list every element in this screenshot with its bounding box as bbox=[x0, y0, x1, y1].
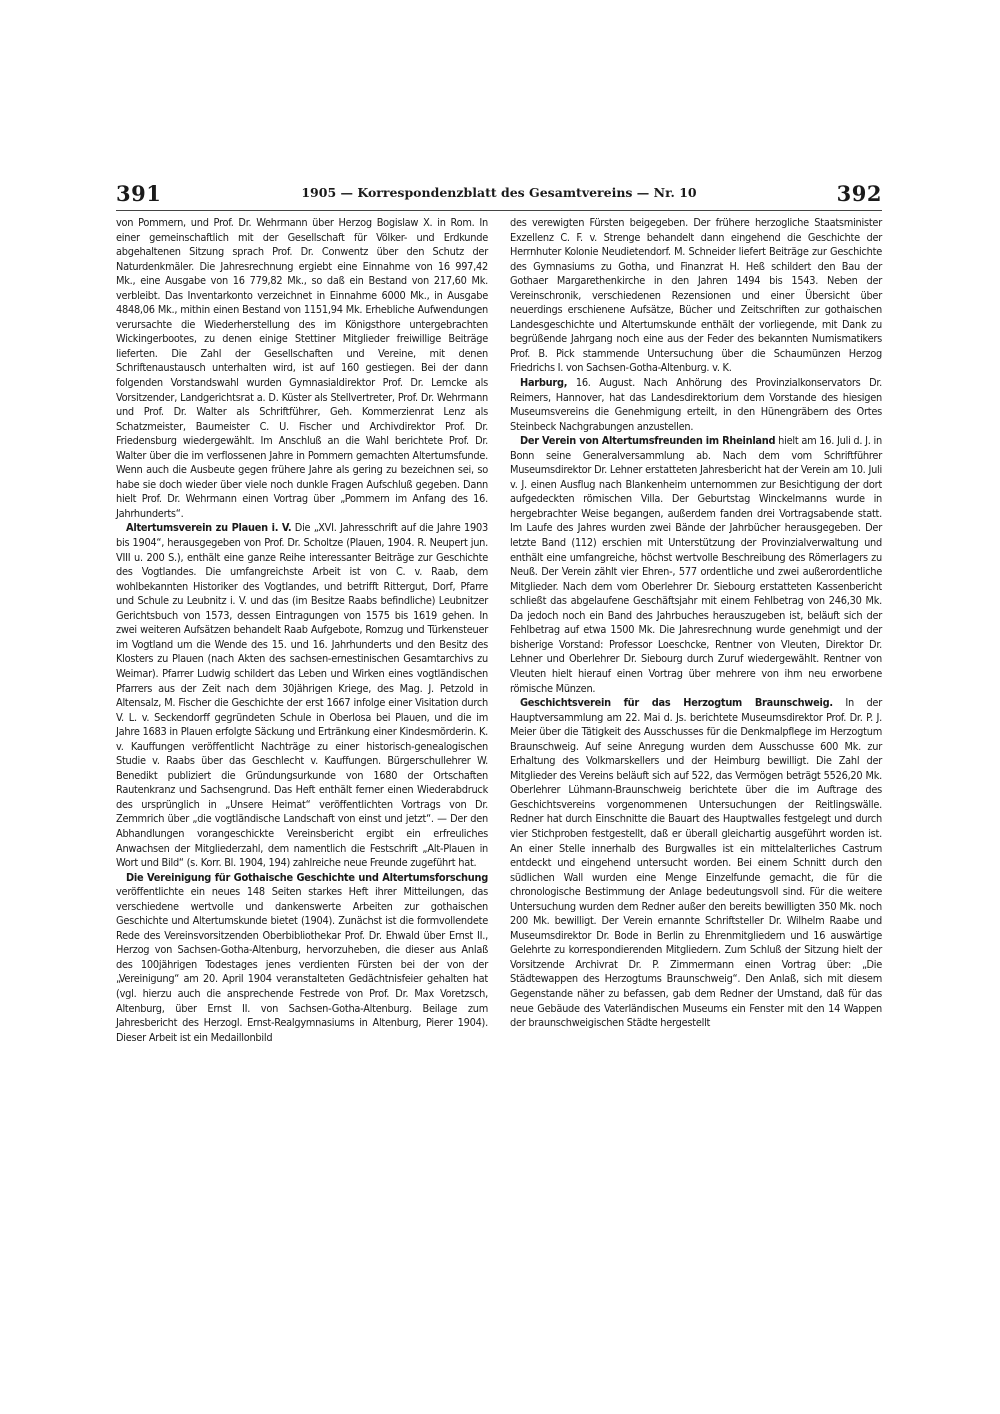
paragraph bbox=[510, 696, 882, 1031]
paragraph-heading: Der Verein von Altertumsfreunden im Rheinland bbox=[520, 434, 776, 448]
paragraph bbox=[510, 434, 882, 696]
left-column bbox=[116, 216, 488, 1045]
paragraph-heading: Altertumsverein zu Plauen i. V. bbox=[126, 521, 292, 535]
header-rule bbox=[116, 210, 882, 211]
right-column bbox=[510, 216, 882, 1031]
paragraph-text: hielt am 16. Juli d. J. in Bonn seine Generalversammlung ab. Nach dem vom Schriftführer Museumsdirektor Dr. Lehner erstatteten Jahresbericht hat der Verein am 10. Juli v. J. einen Ausflug nach Blankenheim unternommen zur Besichtigung der dort aufgedeckten römischen Villa. Der Geburtstag Winckelmanns wurde in hergebrachter Weise begangen, außerdem fanden drei Vortragsabende statt. Im Laufe des Jahres wurden zwei Bände der Jahrbücher herausgegeben. Der letzte Band (112) erschien mit Unterstützung der Provinzialverwaltung und enthält eine umfangreiche, höchst wertvolle Beschreibung des Römerlagers zu Neuß. Der Verein zählt vier Ehren-, 577 ordentliche und zwei außerordentliche Mitglieder. Nach dem vom Oberlehrer Dr. Siebourg erstatteten Kassenbericht schließt das abgelaufene Geschäftsjahr mit einem Fehlbetrag von 246,30 Mk. Da jedoch noch ein Band des Jahrbuches herauszugeben ist, beläuft sich der Fehlbetrag auf etwa 1500 Mk. Die Jahresrechnung wurde genehmigt und der bisherige Vorstand: Professor Loeschcke, Rentner von Vleuten, Direktor Dr. Lehner und Oberlehrer Dr. Siebourg durch Zuruf wiedergewählt. Rentner von Vleuten hielt hierauf einen Vortrag über mehrere von ihm neu erworbene römische Münzen. bbox=[510, 434, 882, 695]
paragraph-text: 16. August. Nach Anhörung des Provinzialkonservators Dr. Reimers, Hannover, hat das Landesdirektorium dem Vorstande des hiesigen Museumsvereins die Genehmigung erteilt, in den Hünengräbern des Ortes Steinbeck Nachgrabungen anzustellen. bbox=[510, 376, 882, 433]
paragraph bbox=[510, 376, 882, 434]
paragraph bbox=[116, 871, 488, 1046]
page-header bbox=[116, 181, 882, 211]
paragraph-text: In der Hauptversammlung am 22. Mai d. Js. berichtete Museumsdirektor Prof. Dr. P. J. Meier über die Tätigkeit des Ausschusses für die Denkmalpflege im Herzogtum Braunschweig. Auf seine Anregung wurden dem Ausschusse 600 Mk. zur Erhaltung des Volkmarskellers und der Heimburg bewilligt. Die Zahl der Mitglieder des Vereins beläuft sich auf 522, das Vermögen beträgt 5526,20 Mk. Oberlehrer Lühmann-Braunschweig berichtete über die im Auftrage des Geschichtsvereins vorgenommenen Untersuchungen der Reitlingswälle. Redner hat durch Einschnitte die Bauart des Hauptwalles festgelegt und durch vier Stichproben festgestellt, daß er überall gleichartig ausgeführt worden ist. An einer Stelle innerhalb des Burgwalles ist ein mittelalterliches Castrum entdeckt und eingehend untersucht worden. Bei einem Schnitt durch den südlichen Wall wurden eine Menge Einzelfunde gemacht, die für die chronologische Bestimmung der Anlage bedeutungsvoll sind. Für die weitere Untersuchung wurden dem Redner außer den bereits bewilligten 350 Mk. noch 200 Mk. bewilligt. Der Verein ernannte Schriftsteller Dr. Wilhelm Raabe und Museumsdirektor Dr. Bode in Berlin zu Ehrenmitgliedern und 16 auswärtige Gelehrte zu korrespondierenden Mitgliedern. Zum Schluß der Sitzung hielt der Vorsitzende Archivrat Dr. P. Zimmermann einen Vortrag über: „Die Städtewappen des Herzogtums Braunschweig“. Den Anlaß, sich mit diesem Gegenstande näher zu befassen, gab dem Redner der Umstand, daß für das neue Gebäude des Vaterländischen Museums ein Fenster mit den 14 Wappen der braunschweigischen Städte hergestellt bbox=[510, 696, 882, 1030]
paragraph-heading: Die Vereinigung für Gothaische Geschichte und Altertumsforschung bbox=[126, 870, 488, 884]
paragraph-text: Die „XVI. Jahresschrift auf die Jahre 1903 bis 1904“, herausgegeben von Prof. Dr. Scholtze (Plauen, 1904. R. Neupert jun. VIII u. 200 S.), enthält eine ganze Reihe interessanter Beiträge zur Geschichte des Vogtlandes. Die umfangreichste Arbeit ist von C. v. Raab, dem wohlbekannten Historiker des Vogtlandes, und betrifft Rittergut, Dorf, Pfarre und Schule zu Leubnitz i. V. und das (im Besitze Raabs befindliche) Leubnitzer Gerichtsbuch von 1573, dessen Eintragungen von 1575 bis 1619 gehen. In zwei weiteren Aufsätzen behandelt Raab Aufgebote, Romzug und Türkensteuer im Vogtland um die Wende des 15. und 16. Jahrhunderts und den Besitz des Klosters zu Plauen (nach Akten des sachsen-ernestinischen Gesamtarchivs zu Weimar). Pfarrer Ludwig schildert das Leben und Wirken eines vogtländischen Pfarrers aus der Zeit nach dem 30jährigen Kriege, des Mag. J. Petzold in Altensalz, M. Fischer die Geschichte der erst 1667 infolge einer Visitation durch V. L. v. Seckendorff gegründeten Schule in Oberlosa bei Plauen, und die im Jahre 1683 in Plauen erfolgte Säckung und Ertränkung einer Kindesmörderin. K. v. Kauffungen veröffentlicht Nachträge zu einer historisch-genealogischen Studie v. Raabs über das Geschlecht v. Kauffungen. Bürgerschullehrer W. Benedikt publiziert die Gründungsurkunde von 1680 der Ortschaften Rautenkranz und Sachsengrund. Das Heft enthält ferner einen Wiederabdruck des ursprünglich in „Unsere Heimat“ veröffentlichten Vortrags von Dr. Zemmrich über „die vogtländische Landschaft von einst und jetzt“. — Der den Abhandlungen vorangeschickte Vereinsbericht ergibt ein erfreuliches Anwachsen der Mitgliederzahl, dem namentlich die Festschrift „Alt-Plauen in Wort und Bild“ (s. Korr. Bl. 1904, 194) zahlreiche neue Freunde zugeführt hat. bbox=[116, 521, 488, 870]
page-number-right: 392 bbox=[836, 181, 882, 206]
paragraph bbox=[116, 521, 488, 870]
paragraph-heading: Harburg, bbox=[520, 376, 568, 390]
page-number-left: 391 bbox=[116, 181, 162, 206]
paragraph bbox=[510, 216, 882, 376]
paragraph-heading: Geschichtsverein für das Herzogtum Braunschweig. bbox=[520, 696, 833, 710]
paragraph bbox=[116, 216, 488, 521]
paragraph-text: veröffentlichte ein neues 148 Seiten starkes Heft ihrer Mitteilungen, das verschiedene wertvolle und dankenswerte Arbeiten zur gothaischen Geschichte und Altertumskunde bietet (1904). Zunächst ist die formvollendete Rede des Vereinsvorsitzenden Oberbibliothekar Prof. Dr. Ehwald über Ernst II., Herzog von Sachsen-Gotha-Altenburg, hervorzuheben, die dieser aus Anlaß des 100jährigen Todestages jenes verdienten Fürsten bei der von der „Vereinigung“ am 20. April 1904 veranstalteten Gedächtnisfeier gehalten hat (vgl. hierzu auch die ansprechende Festrede von Prof. Dr. Max Voretzsch, Altenburg, über Ernst II. von Sachsen-Gotha-Altenburg. Beilage zum Jahresbericht des Herzogl. Ernst-Realgymnasiums in Altenburg, Pierer 1904). Dieser Arbeit ist ein Medaillonbild bbox=[116, 885, 488, 1044]
running-head: 1905 — Korrespondenzblatt des Gesamtvereins — Nr. 10 bbox=[301, 185, 697, 200]
paragraph-text: des verewigten Fürsten beigegeben. Der frühere herzogliche Staatsminister Exzellenz C. F. v. Strenge behandelt dann eingehend die Geschichte der Herrnhuter Kolonie Neudietendorf. M. Schneider liefert Beiträge zur Geschichte des Gymnasiums zu Gotha, und Finanzrat H. Heß schildert den Bau der Gothaer Margarethenkirche in den Jahren 1494 bis 1543. Neben der Vereinschronik, verschiedenen Rezensionen und einer Übersicht über neuerdings erschienene Aufsätze, Bücher und Zeitschriften zur gothaischen Landesgeschichte und Altertumskunde enthält der vorliegende, mit Dank zu begrüßende Jahrgang noch eine aus der Feder des bekannten Numismatikers Prof. B. Pick stammende Untersuchung über die Schaumünzen Herzog Friedrichs I. von Sachsen-Gotha-Altenburg. v. K. bbox=[510, 216, 882, 375]
paragraph-text: von Pommern, und Prof. Dr. Wehrmann über Herzog Bogislaw X. in Rom. In einer gemeinschaftlich mit der Gesellschaft für Völker- und Erdkunde abgehaltenen Sitzung sprach Prof. Dr. Conwentz über den Schutz der Naturdenkmäler. Die Jahresrechnung ergiebt eine Einnahme von 16 997,42 Mk., eine Ausgabe von 16 779,82 Mk., so daß ein Bestand von 217,60 Mk. verbleibt. Das Inventarkonto verzeichnet in Einnahme 6000 Mk., in Ausgabe 4848,06 Mk., mithin einen Bestand von 1151,94 Mk. Erhebliche Aufwendungen verursachte die Wiederherstellung des im Königsthore untergebrachten Wickingerbootes, zu denen einige Stettiner Mitglieder freiwillige Beiträge lieferten. Die Zahl der Gesellschaften und Vereine, mit denen Schriftenaustausch unterhalten wird, ist auf 160 gestiegen. Bei der dann folgenden Vorstandswahl wurden Gymnasialdirektor Prof. Dr. Lemcke als Vorsitzender, Landgerichtsrat a. D. Küster als Stellvertreter, Prof. Dr. Wehrmann und Prof. Dr. Walter als Schriftführer, Geh. Kommerzienrat Lenz als Schatzmeister, Baumeister C. U. Fischer und Archivdirektor Prof. Dr. Friedensburg wiedergewählt. Im Anschluß an die Wahl berichtete Prof. Dr. Walter über die im verflossenen Jahre in Pommern gemachten Altertumsfunde. Wenn auch die Ausbeute gegen frühere Jahre als gering zu bezeichnen sei, so habe sie doch wieder über viele noch dunkle Fragen Aufschluß gegeben. Dann hielt Prof. Dr. Wehrmann einen Vortrag über „Pommern im Anfang des 16. Jahrhunderts“. bbox=[116, 216, 488, 520]
